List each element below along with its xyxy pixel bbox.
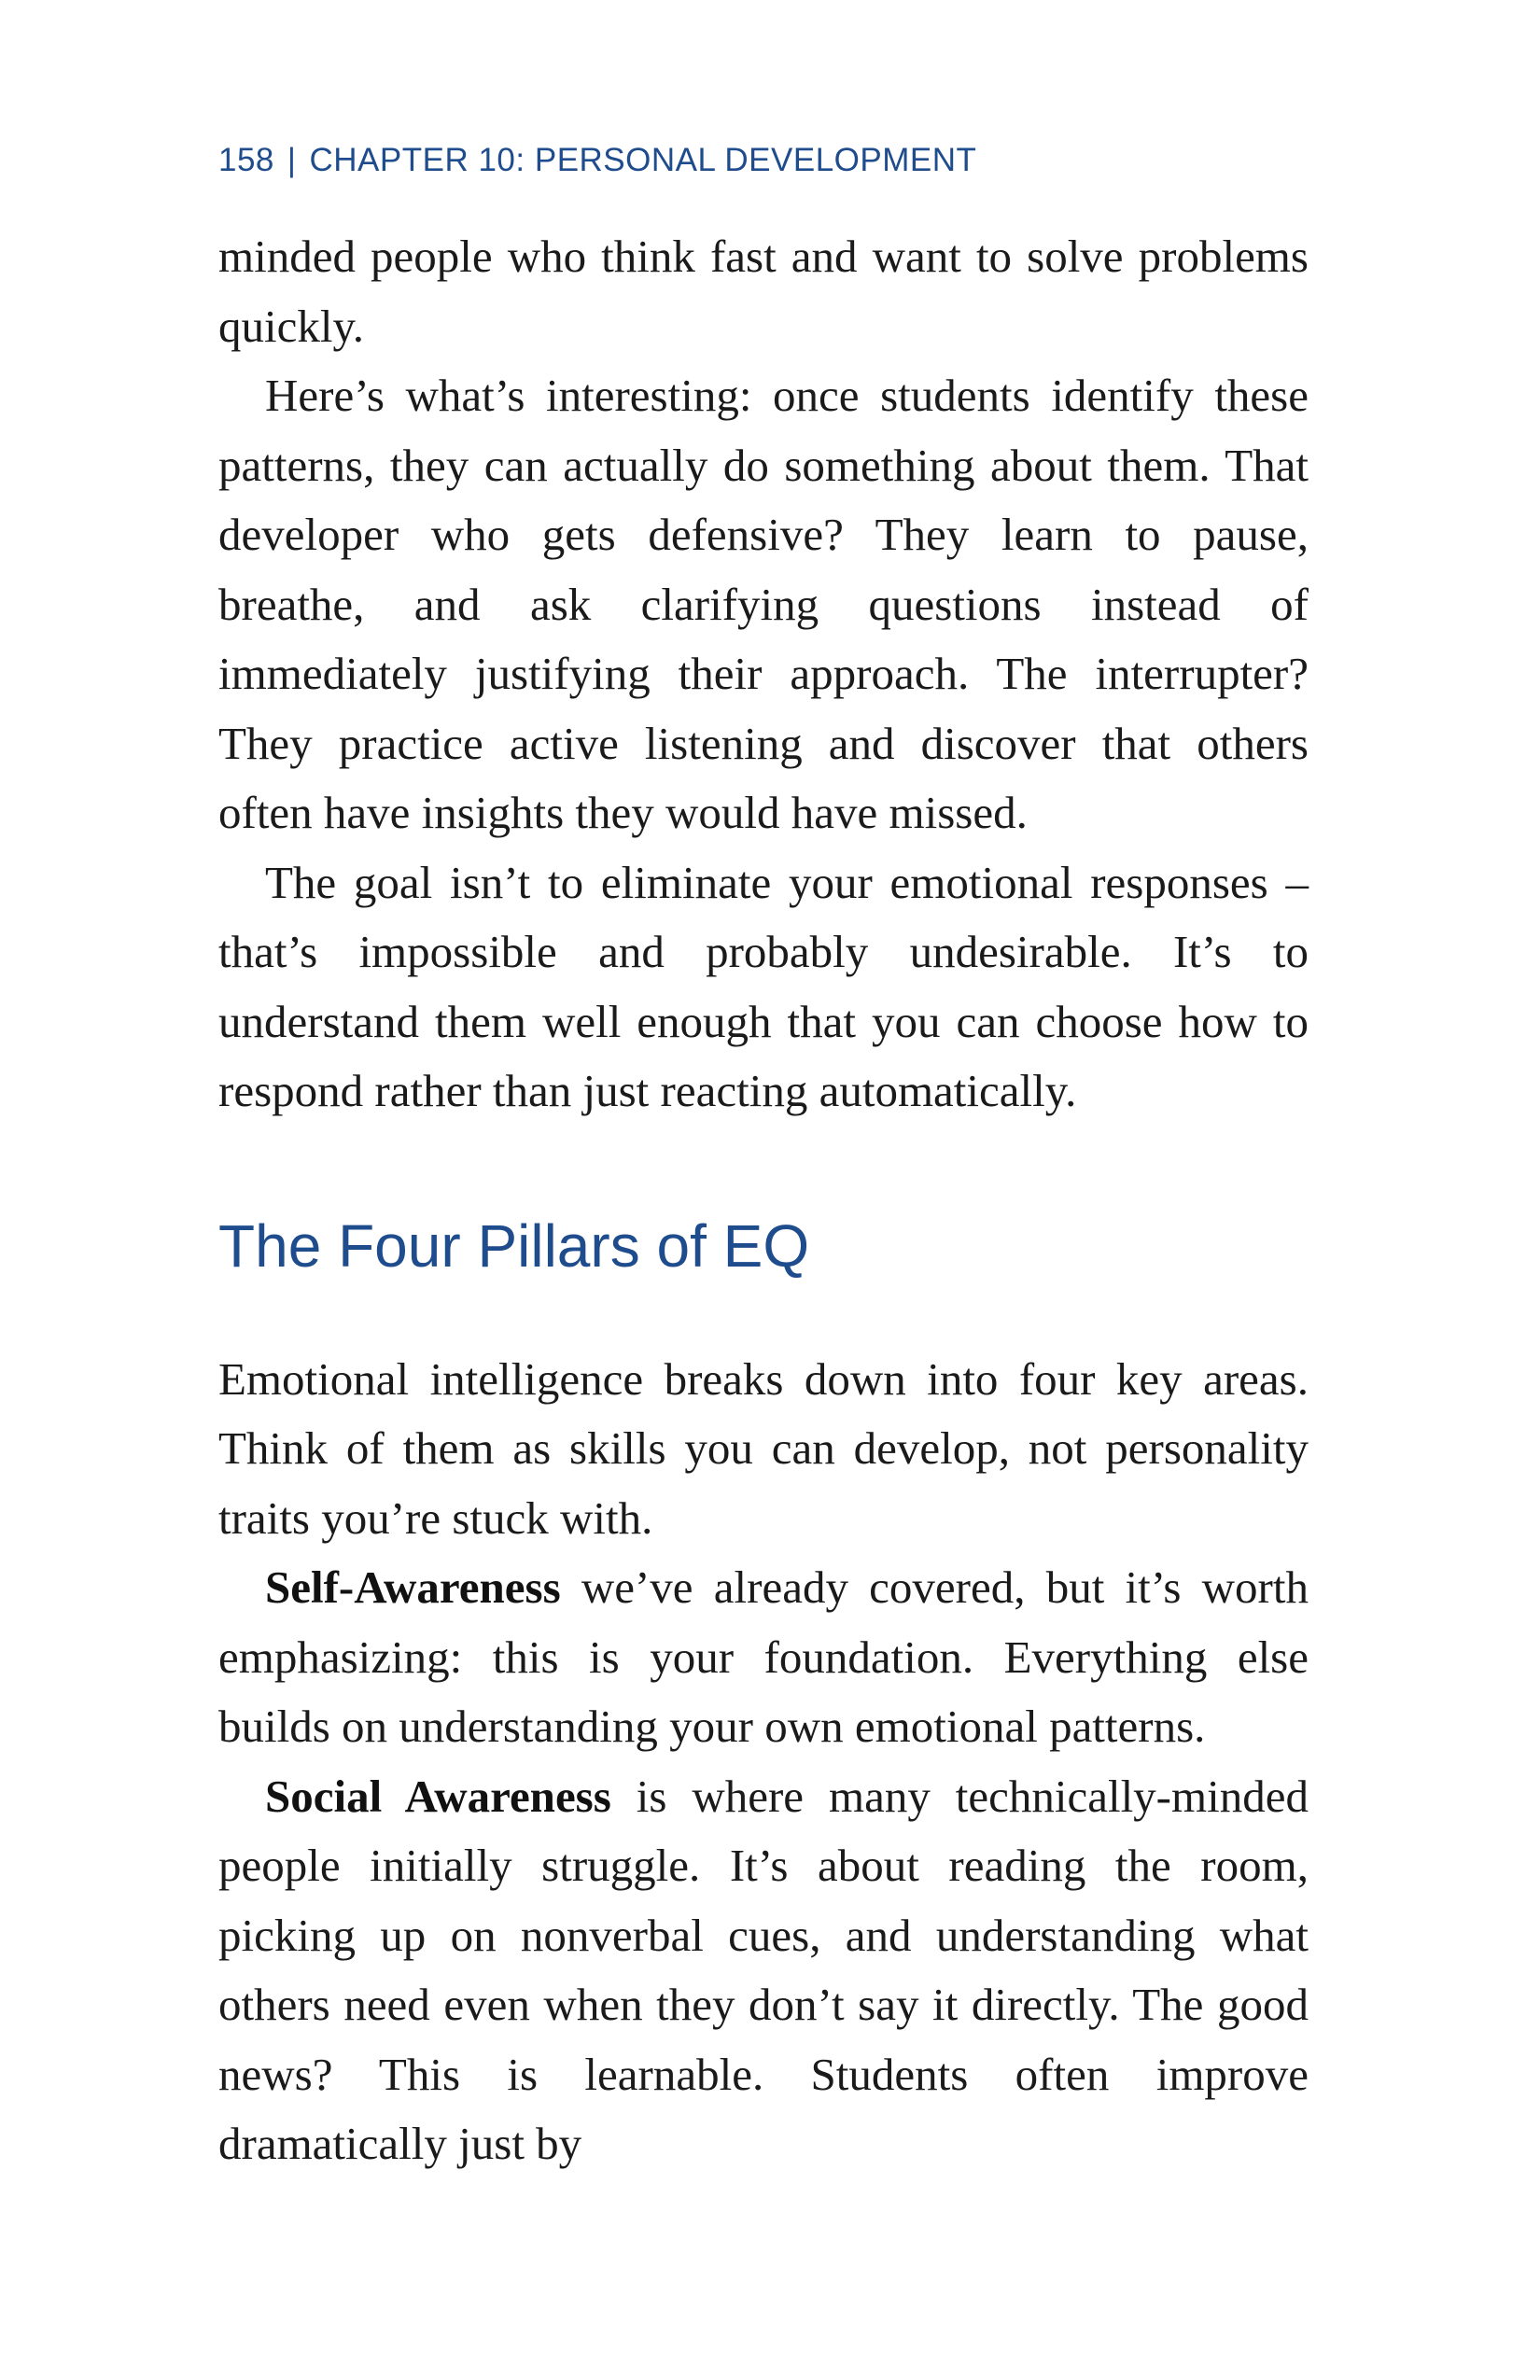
paragraph-intro: Emotional intelligence breaks down into four key areas. Think of them as skills you can develop, not personality traits you’re stuck with. <box>218 1352 1309 1544</box>
paragraph-social-awareness <box>218 1762 1309 2179</box>
chapter-title: CHAPTER 10: PERSONAL DEVELOPMENT <box>309 142 977 178</box>
term-social-awareness: Social Awareness <box>265 1770 611 1822</box>
page-number: 158 <box>218 142 274 178</box>
paragraph-patterns: Here’s what’s interesting: once students identify these patterns, they can actually do something about them. That developer who gets defensive? They learn to pause, breathe, and ask clarifying questions instead of immediately justifying their approach. The interrupter? They practice active listening and discover that others often have insights they would have missed. <box>218 370 1309 838</box>
paragraph-self-awareness <box>218 1553 1309 1762</box>
social-awareness-text: is where many technically-minded people initially struggle. It’s about reading the room, picking up on nonverbal cues, and understanding what others need even when they don’t say it directly. The good news? This is learnable. Students often improve dramatically just by <box>218 1770 1309 2169</box>
running-header <box>218 142 976 179</box>
section-heading: The Four Pillars of EQ <box>218 1211 810 1280</box>
self-awareness-text: we’ve already covered, but it’s worth emphasizing: this is your foundation. Everything else builds on understanding your own emotional patterns. <box>218 1561 1309 1752</box>
paragraph-continued: minded people who think fast and want to solve problems quickly. <box>218 231 1309 352</box>
paragraph-goal: The goal isn’t to eliminate your emotional responses – that’s impossible and probably undesirable. It’s to understand them well enough that you can choose how to respond rather than just reacting automatically. <box>218 856 1309 1116</box>
term-self-awareness: Self-Awareness <box>265 1561 561 1613</box>
header-separator: | <box>287 142 297 178</box>
body-text <box>218 222 1309 2179</box>
